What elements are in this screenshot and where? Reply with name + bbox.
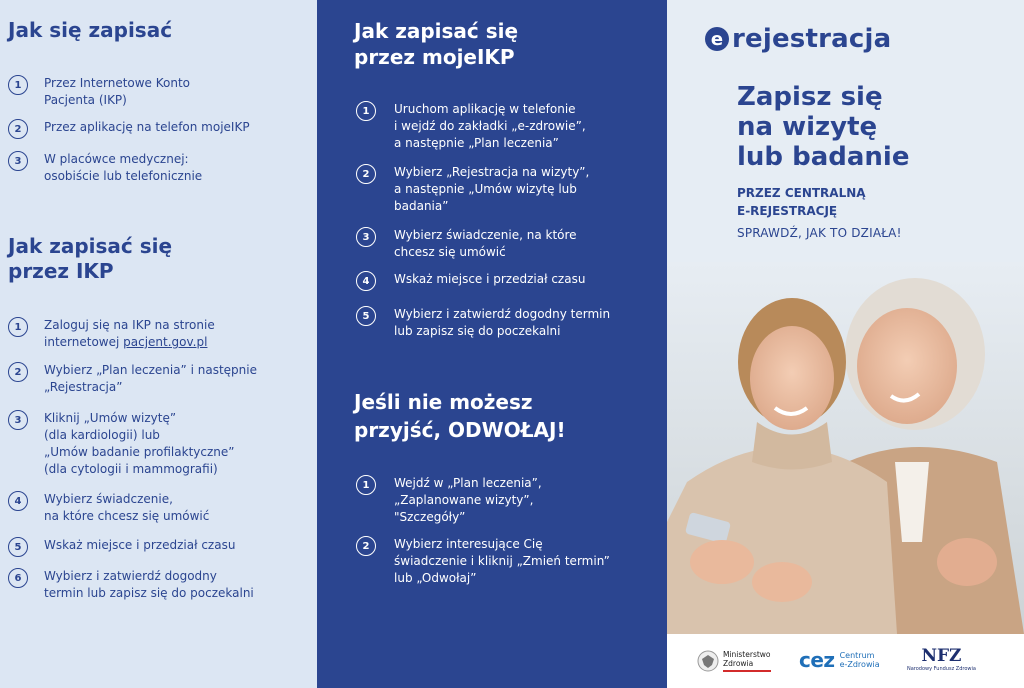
step-number: 2 — [356, 164, 376, 184]
step-text: Uruchom aplikację w telefonie i wejdź do zakładki „e-zdrowie”, a następnie „Plan leczenia” — [394, 102, 586, 150]
step-number: 1 — [356, 101, 376, 121]
list-item — [8, 362, 257, 396]
step-text: Wybierz i zatwierdź dogodny termin lub zapisz się do poczekalni — [44, 569, 254, 600]
list-item — [8, 537, 235, 557]
nfz-logo — [907, 646, 976, 672]
left-panel — [0, 0, 317, 688]
nfz-mark: NFZ — [921, 646, 962, 666]
e-logo-icon: e — [705, 27, 729, 51]
nfz-label: Narodowy Fundusz Zdrowia — [907, 666, 976, 672]
step-number: 3 — [356, 227, 376, 247]
list-item — [8, 410, 234, 478]
step-number: 2 — [356, 536, 376, 556]
step-text: W placówce medycznej: osobiście lub telefonicznie — [44, 152, 203, 183]
step-text: Przez Internetowe Konto Pacjenta (IKP) — [44, 76, 191, 107]
heading-mojeikp: Jak zapisać się przez mojeIKP — [354, 19, 519, 69]
step-text: Wybierz świadczenie, na które chcesz się umówić — [394, 228, 577, 259]
heading-cancel: Jeśli nie możesz przyjść, ODWOŁAJ! — [354, 390, 566, 442]
list-item — [356, 101, 586, 152]
mz-label: Ministerstwo Zdrowia — [723, 650, 771, 672]
step-number: 2 — [8, 119, 28, 139]
list-item — [356, 536, 610, 587]
step-number: 4 — [356, 271, 376, 291]
step-number: 2 — [8, 362, 28, 382]
step-number: 5 — [356, 306, 376, 326]
list-item — [8, 151, 202, 185]
step-number: 4 — [8, 491, 28, 511]
list-item — [8, 119, 250, 139]
step-text: Wybierz świadczenie, na które chcesz się umówić — [44, 492, 210, 523]
check-how-it-works: SPRAWDŹ, JAK TO DZIAŁA! — [737, 226, 902, 240]
step-text: Wybierz „Rejestracja na wizyty”, a następnie „Umów wizytę lub badania” — [394, 165, 590, 213]
list-item — [356, 271, 585, 291]
step-text: Wejdź w „Plan leczenia”, „Zaplanowane wizyty”, "Szczegóły” — [394, 476, 542, 524]
step-text: Wskaż miejsce i przedział czasu — [44, 538, 236, 552]
list-item — [8, 75, 190, 109]
step-number: 3 — [8, 410, 28, 430]
page-title: Zapisz się na wizytę lub badanie — [737, 82, 910, 172]
page-subtitle: PRZEZ CENTRALNĄ E-REJESTRACJĘ — [737, 186, 866, 218]
middle-panel — [317, 0, 667, 688]
heading-how-to-register: Jak się zapisać — [8, 18, 173, 42]
list-item — [8, 568, 254, 602]
step-text: Wybierz interesujące Cię świadczenie i kliknij „Zmień termin” lub „Odwołaj” — [394, 537, 610, 585]
step-text: Wskaż miejsce i przedział czasu — [394, 272, 586, 286]
list-item — [356, 227, 577, 261]
footer-logos — [667, 634, 1024, 688]
step-text: Kliknij „Umów wizytę” (dla kardiologii) lub „Umów badanie profilaktyczne” (dla cytologii i mammografii) — [44, 411, 235, 476]
heading-ikp: Jak zapisać się przez IKP — [8, 234, 173, 283]
photo-two-women-icon — [667, 262, 1024, 634]
step-number: 3 — [8, 151, 28, 171]
cez-mark: cez — [799, 648, 835, 672]
right-panel — [667, 0, 1024, 688]
step-number: 5 — [8, 537, 28, 557]
step-text: Wybierz i zatwierdź dogodny termin lub zapisz się do poczekalni — [394, 307, 611, 338]
ministerstwo-zdrowia-logo — [697, 650, 771, 672]
cez-logo — [799, 648, 880, 672]
step-number: 1 — [8, 75, 28, 95]
step-number: 6 — [8, 568, 28, 588]
step-number: 1 — [8, 317, 28, 337]
step-text: Przez aplikację na telefon mojeIKP — [44, 120, 250, 134]
logo-text: rejestracja — [732, 24, 892, 54]
list-item — [8, 491, 209, 525]
list-item — [8, 317, 215, 351]
cez-label: Centrum e-Zdrowia — [839, 651, 880, 669]
list-item — [356, 475, 542, 526]
step-number: 1 — [356, 475, 376, 495]
step-text — [44, 317, 215, 351]
pacjent-gov-link[interactable]: pacjent.gov.pl — [123, 335, 208, 349]
list-item — [356, 306, 610, 340]
step-text-main: Zaloguj się na IKP na stronie internetowej — [44, 318, 215, 349]
erejestracja-logo — [705, 24, 891, 54]
eagle-emblem-icon — [697, 650, 719, 672]
step-text: Wybierz „Plan leczenia” i następnie „Rejestracja” — [44, 363, 257, 394]
list-item — [356, 164, 589, 215]
